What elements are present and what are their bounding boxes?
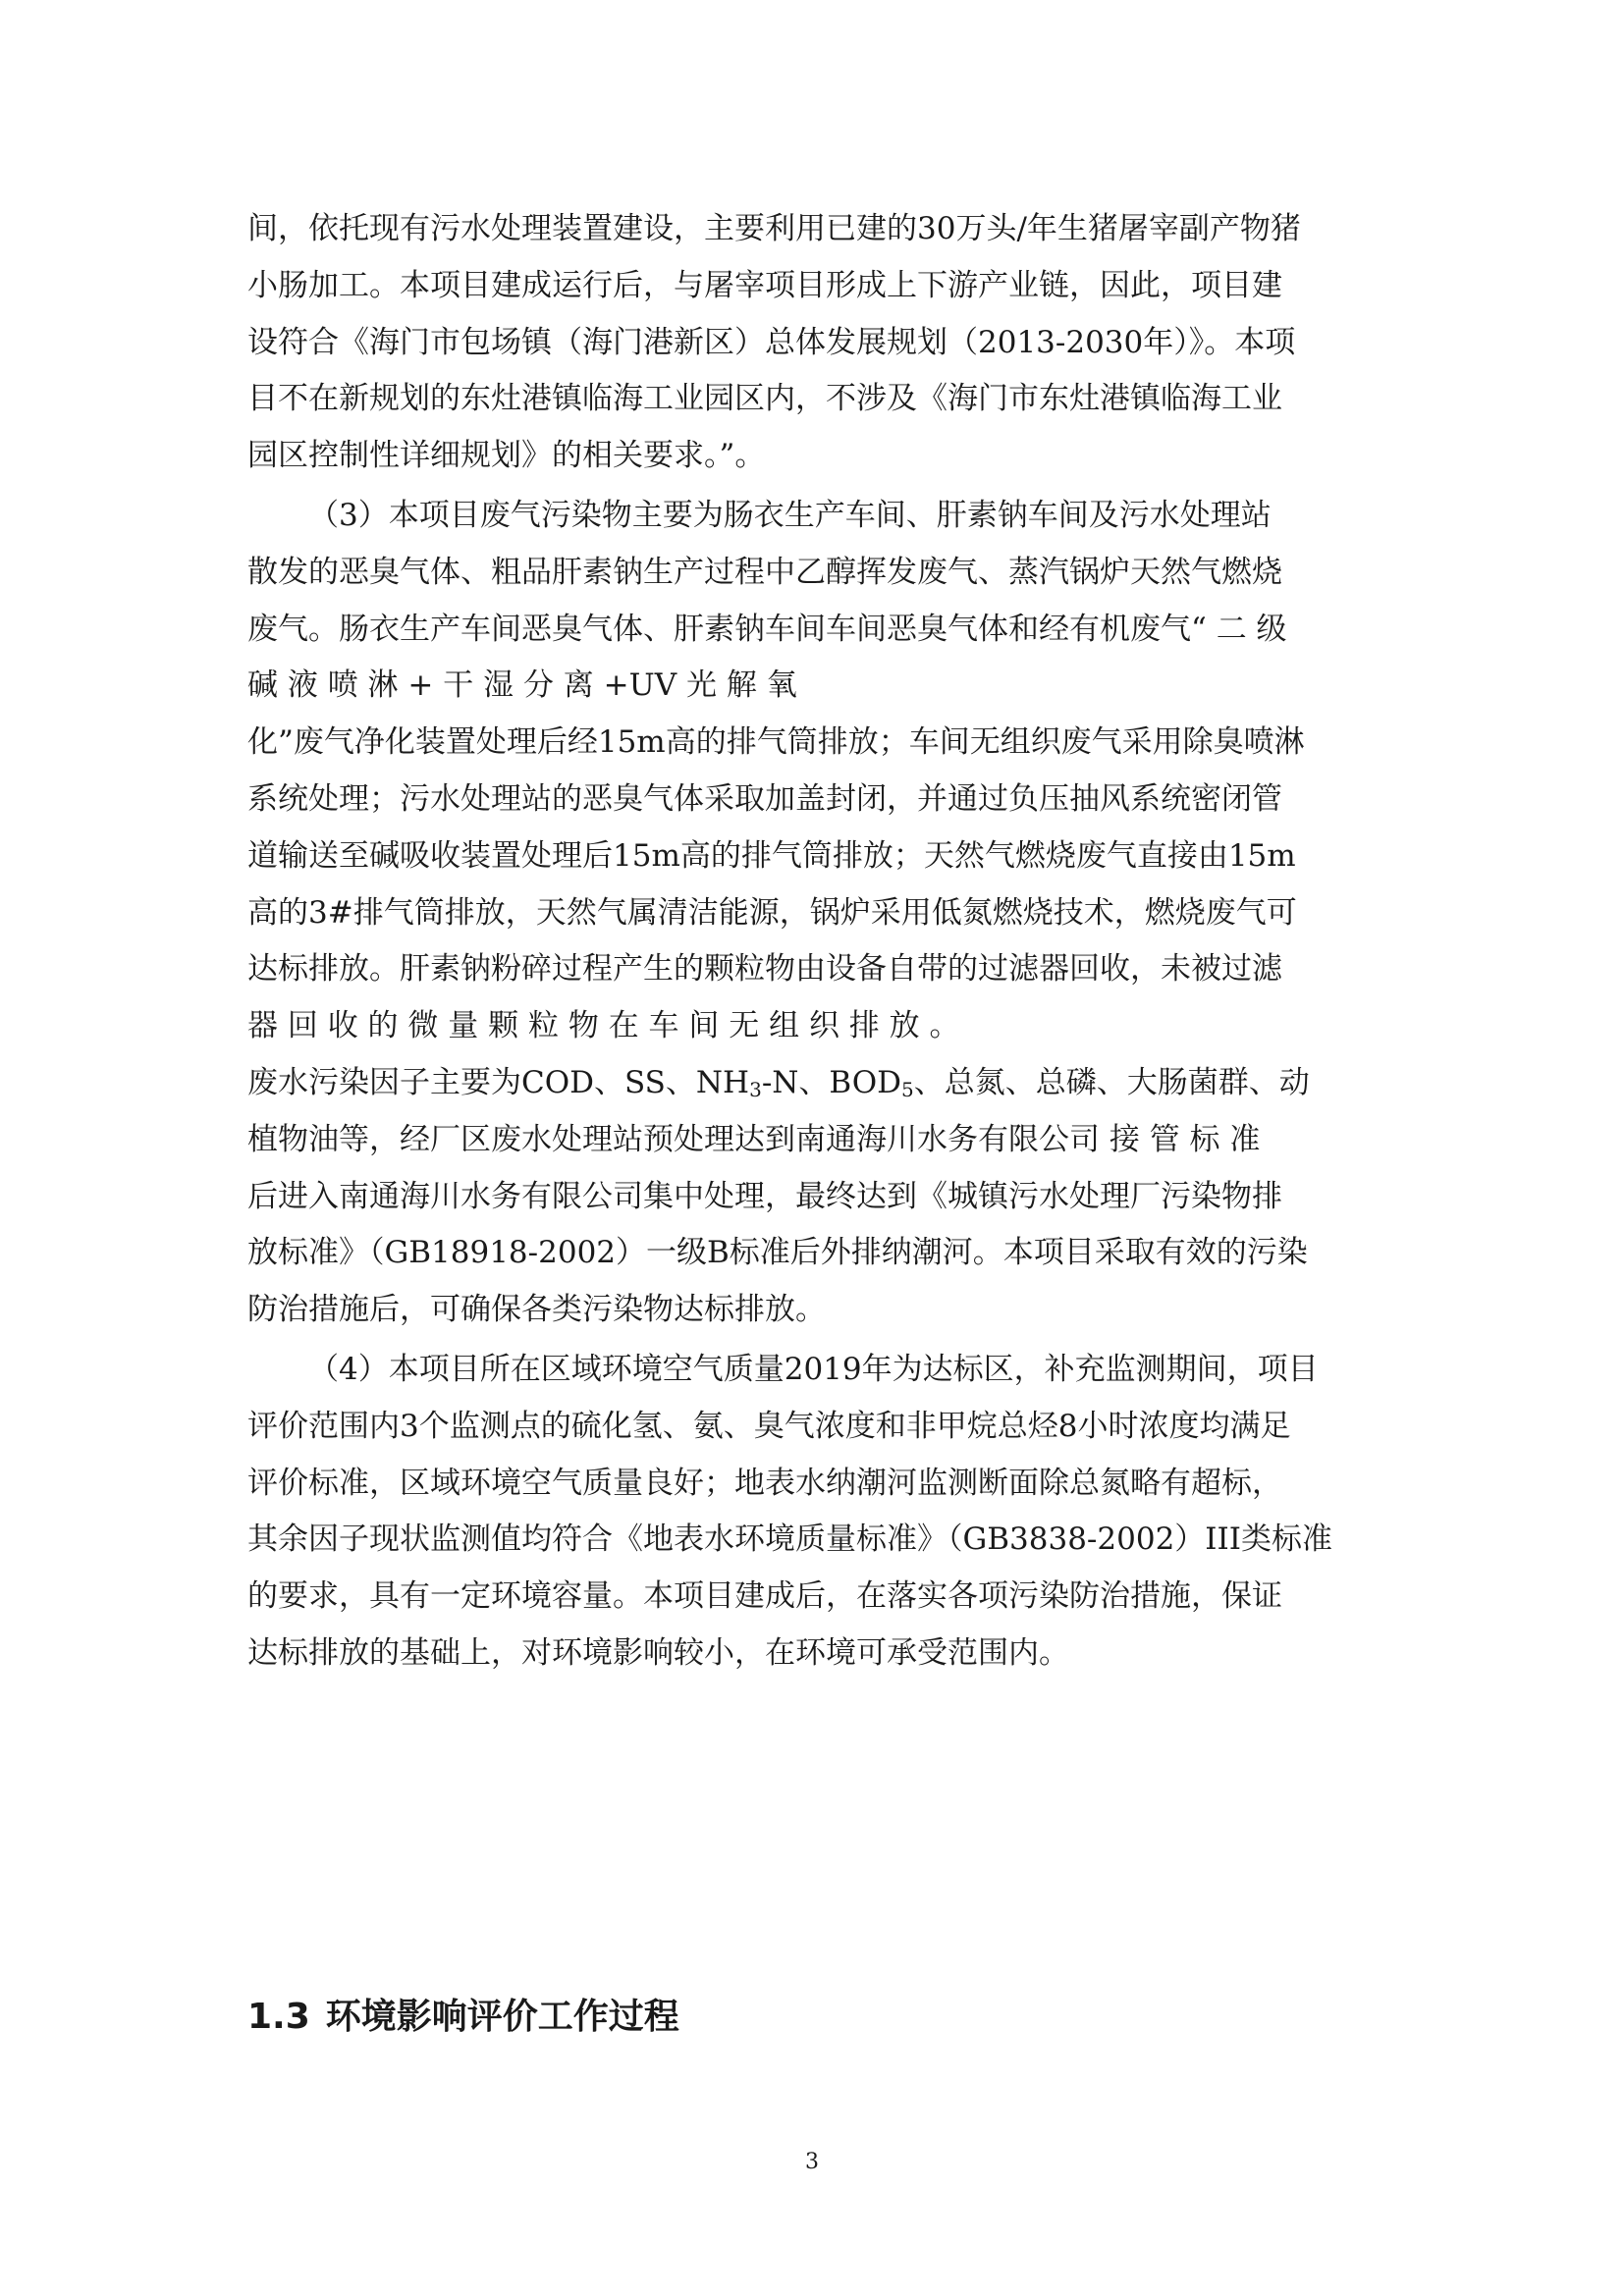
- text-line: 高的3#排气筒排放，天然气属清洁能源，锅炉采用低氮燃烧技术，燃烧废气可: [247, 894, 1297, 931]
- text-line-with-subscripts: [247, 1055, 1386, 1112]
- subscript: 3: [749, 1077, 762, 1101]
- text-line: 废气。肠衣生产车间恶臭气体、肝素钠车间车间恶臭气体和经有机废气“ 二 级: [247, 611, 1287, 647]
- text-segment: 废水污染因子主要为COD、SS、NH: [247, 1064, 750, 1100]
- body-text: [247, 201, 1386, 1682]
- text-line: 防治措施后，可确保各类污染物达标排放。: [247, 1292, 826, 1328]
- subscript: 5: [901, 1077, 914, 1101]
- text-segment: 、总氮、总磷、大肠菌群、动: [913, 1064, 1310, 1100]
- text-line: 园区控制性详细规划》的相关要求。”。: [247, 438, 766, 474]
- paragraph-3: [247, 1342, 1386, 1682]
- text-line-justified: 器 回 收 的 微 量 颗 粒 物 在 车 间 无 组 织 排 放 。: [247, 1008, 960, 1044]
- paragraph-1: [247, 201, 1386, 485]
- text-line: 设符合《海门市包场镇（海门港新区）总体发展规划（2013-2030年）》。本项: [247, 324, 1296, 360]
- text-line: 后进入南通海川水务有限公司集中处理，最终达到《城镇污水处理厂污染物排: [247, 1178, 1282, 1214]
- page-number: 3: [805, 2150, 819, 2174]
- text-line: 系统处理；污水处理站的恶臭气体采取加盖封闭，并通过负压抽风系统密闭管: [247, 780, 1282, 817]
- text-line: 的要求，具有一定环境容量。本项目建成后，在落实各项污染防治措施，保证: [247, 1578, 1282, 1615]
- text-line: 评价标准，区域环境空气质量良好；地表水纳潮河监测断面除总氮略有超标，: [247, 1465, 1282, 1501]
- text-line: 目不在新规划的东灶港镇临海工业园区内，不涉及《海门市东灶港镇临海工业: [247, 381, 1282, 417]
- text-line: （4）本项目所在区域环境空气质量2019年为达标区，补充监测期间，项目: [308, 1351, 1319, 1387]
- text-line: 道输送至碱吸收装置处理后15m高的排气筒排放；天然气燃烧废气直接由15m: [247, 837, 1296, 874]
- text-line: 植物油等，经厂区废水处理站预处理达到南通海川水务有限公司 接 管 标 准: [247, 1121, 1261, 1157]
- text-line-justified: [247, 658, 1386, 715]
- paragraph-2: [247, 488, 1386, 1339]
- section-number: 1.3: [247, 1997, 310, 2037]
- text-segment: -N、BOD: [761, 1064, 902, 1100]
- text-line: 达标排放。肝素钠粉碎过程产生的颗粒物由设备自带的过滤器回收，未被过滤: [247, 951, 1282, 988]
- text-line: 散发的恶臭气体、粗品肝素钠生产过程中乙醇挥发废气、蒸汽锅炉天然气燃烧: [247, 554, 1282, 590]
- text-line: 其余因子现状监测值均符合《地表水环境质量标准》（GB3838-2002）III类标准: [247, 1522, 1333, 1558]
- text-line: 达标排放的基础上，对环境影响较小，在环境可承受范围内。: [247, 1634, 1069, 1671]
- text-line: 化”废气净化装置处理后经15m高的排气筒排放；车间无组织废气采用除臭喷淋: [247, 724, 1305, 761]
- section-title: 环境影响评价工作过程: [325, 1997, 679, 2037]
- text-line: 放标准》（GB18918-2002）一级B标准后外排纳潮河。本项目采取有效的污染: [247, 1235, 1308, 1271]
- text-line: 评价范围内3个监测点的硫化氢、氨、臭气浓度和非甲烷总烃8小时浓度均满足: [247, 1408, 1291, 1444]
- text-line: 小肠加工。本项目建成运行后，与屠宰项目形成上下游产业链，因此，项目建: [247, 267, 1282, 303]
- text-line: 间，依托现有污水处理装置建设，主要利用已建的30万头/年生猪屠宰副产物猪: [247, 211, 1301, 246]
- justified-text: 碱 液 喷 淋 + 干 湿 分 离 +UV 光 解 氧: [247, 667, 797, 704]
- text-line: （3）本项目废气污染物主要为肠衣生产车间、肝素钠车间及污水处理站: [308, 497, 1272, 533]
- section-heading: [247, 1993, 679, 2042]
